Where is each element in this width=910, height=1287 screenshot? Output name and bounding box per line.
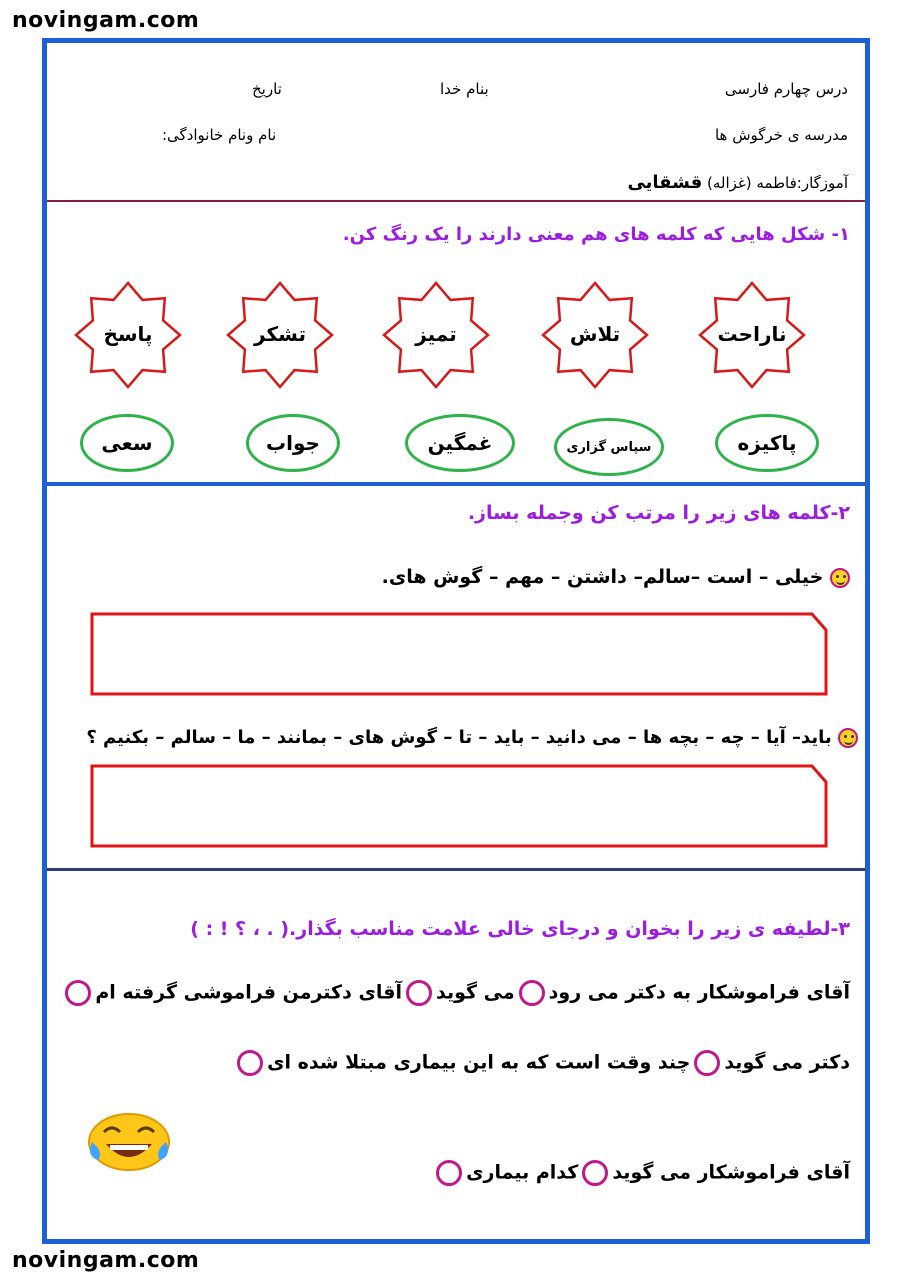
answer-box-2[interactable] bbox=[90, 764, 830, 848]
star-word-4: تشکر bbox=[254, 322, 306, 346]
q3-line-3-b: کدام بیماری bbox=[466, 1161, 579, 1184]
blank-circle[interactable] bbox=[436, 1160, 462, 1186]
section-divider-2 bbox=[47, 868, 865, 871]
blank-circle[interactable] bbox=[582, 1160, 608, 1186]
teacher-line bbox=[627, 172, 848, 193]
blank-circle[interactable] bbox=[65, 980, 91, 1006]
q3-line-2-b: چند وقت است که به این بیماری مبتلا شده ای bbox=[267, 1051, 691, 1074]
oval-word-5: سعی bbox=[80, 414, 174, 472]
star-word-3: تمیز bbox=[415, 322, 457, 346]
smiley-icon bbox=[830, 568, 850, 588]
q2-sentence-1 bbox=[382, 566, 850, 588]
section-divider-1 bbox=[47, 482, 865, 486]
blank-circle[interactable] bbox=[237, 1050, 263, 1076]
oval-word-1: پاکیزه bbox=[715, 414, 819, 472]
star-word-2: تلاش bbox=[569, 322, 621, 346]
watermark-top: novingam.com bbox=[12, 8, 200, 33]
q3-line-1-b: می گوید bbox=[435, 981, 515, 1004]
q3-line-1 bbox=[61, 980, 850, 1006]
answer-box-1[interactable] bbox=[90, 612, 830, 696]
q3-line-1-c: آقای دکترمن فراموشی گرفته ام bbox=[95, 981, 402, 1004]
basmala: بنام خدا bbox=[440, 80, 489, 98]
lesson-title: درس چهارم فارسی bbox=[724, 80, 848, 98]
smiley-icon bbox=[838, 728, 858, 748]
q3-title: ۳-لطیفه ی زیر را بخوان و درجای خالی علامت مناسب بگذار.( . ، ؟ ! : ) bbox=[190, 918, 850, 940]
q3-line-2-a: دکتر می گوید bbox=[724, 1051, 850, 1074]
star-word-1: ناراحت bbox=[717, 322, 787, 346]
oval-word-4: جواب bbox=[246, 414, 340, 472]
blank-circle[interactable] bbox=[694, 1050, 720, 1076]
date-label: تاریخ bbox=[252, 80, 282, 98]
oval-word-3: غمگین bbox=[405, 414, 515, 472]
q2-sentence-1-text: خیلی – است –سالم– داشتن – مهم – گوش های. bbox=[381, 566, 824, 588]
blank-circle[interactable] bbox=[406, 980, 432, 1006]
q2-sentence-2-text: باید– آیا – چه – بچه ها – می دانید – باید – تا – گوش های – بمانند – ما – سالم – بکنیم ؟ bbox=[86, 727, 832, 748]
school-name: مدرسه ی خرگوش ها bbox=[714, 126, 848, 144]
teacher-label: آموزگار:فاطمه (غزاله) bbox=[707, 174, 848, 192]
blank-circle[interactable] bbox=[519, 980, 545, 1006]
star-word-5: پاسخ bbox=[103, 322, 153, 346]
name-label: نام ونام خانوادگی: bbox=[162, 126, 277, 144]
q3-line-3-a: آقای فراموشکار می گوید bbox=[612, 1161, 850, 1184]
q3-line-3 bbox=[432, 1160, 850, 1186]
teacher-surname: قشقایی bbox=[627, 172, 703, 193]
q3-line-1-a: آقای فراموشکار به دکتر می رود bbox=[548, 981, 850, 1004]
q3-line-2 bbox=[233, 1050, 850, 1076]
q2-title: ۲-کلمه های زیر را مرتب کن وجمله بساز. bbox=[467, 502, 850, 524]
oval-word-2: سپاس گزاری bbox=[554, 418, 664, 476]
q2-sentence-2 bbox=[86, 727, 858, 748]
q1-title: ۱- شکل هایی که کلمه های هم معنی دارند را یک رنگ کن. bbox=[342, 224, 850, 245]
laughing-emoji-icon bbox=[86, 1112, 172, 1172]
watermark-bottom: novingam.com bbox=[12, 1248, 200, 1273]
header-divider bbox=[47, 200, 865, 202]
